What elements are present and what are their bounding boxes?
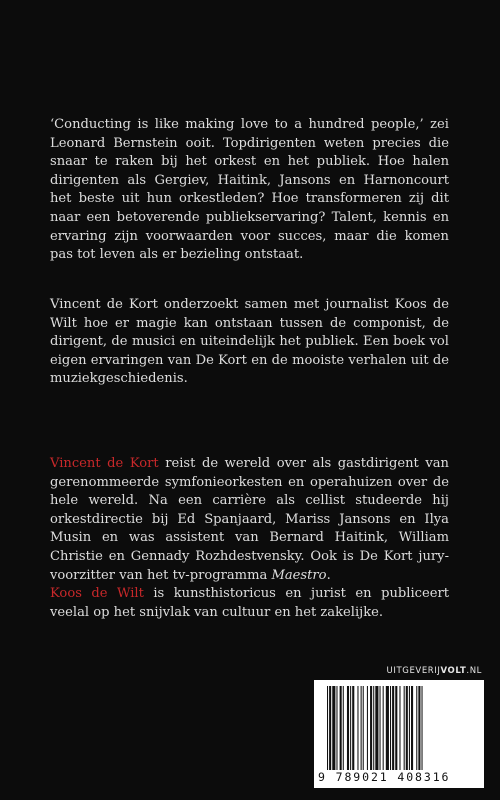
barcode-bar — [347, 686, 349, 770]
barcode-bar — [380, 686, 381, 770]
author-bio-vincent — [50, 455, 449, 585]
barcode-bar — [390, 686, 391, 770]
barcode-bar — [367, 686, 368, 770]
barcode-bar — [373, 686, 374, 770]
barcode-bar — [404, 686, 405, 770]
barcode-bar — [406, 686, 408, 770]
blurb-paragraph-2: Vincent de Kort onderzoekt samen met journalist Koos de Wilt hoe er magie kan ontstaan tussen de componist, de dirigent, de musici en uiteindelijk het publiek. Een boek vol eigen ervaringen van De Kort en de mooiste verhalen uit de muziekgeschiedenis. — [50, 297, 449, 387]
barcode-bar — [327, 686, 328, 770]
barcode-bar — [361, 686, 362, 770]
barcode-bar — [411, 686, 413, 770]
author-bio — [50, 455, 449, 622]
tv-show-title: Maestro — [271, 567, 327, 583]
barcode-bar — [395, 686, 397, 770]
barcode-bar — [357, 686, 358, 770]
barcode-bar — [383, 686, 384, 770]
barcode-bar — [386, 686, 389, 770]
author-bio-text-end: . — [326, 567, 331, 583]
author-bio-text: is kunsthistoricus en jurist en publiceert veelal op het snijvlak van cultuur en het zakelijke. — [50, 586, 449, 620]
barcode-bar — [363, 686, 364, 770]
author-name-koos: Koos de Wilt — [50, 586, 144, 602]
barcode-bar — [409, 686, 410, 770]
author-bio-koos — [50, 585, 449, 622]
blurb-paragraph-1: ‘Conducting is like making love to a hundred people,’ zei Leonard Bernstein ooit. Topdirigenten weten precies die snaar te raken bij het orkest en het publiek. Hoe halen dirigenten als Gergiev, Haitink, Jansons en Harnoncourt het beste uit hun orkestleden? Hoe transformeren zij dit naar een betoverende publiekservaring? Talent, kennis en ervaring zijn voorwaarden voor succes, maar die komen pas tot leven als er bezieling ontstaat. — [50, 117, 449, 263]
barcode-area — [314, 666, 484, 790]
barcode-bar — [329, 686, 331, 770]
publisher-name: VOLT — [440, 666, 467, 676]
barcode-bar — [352, 686, 354, 770]
barcode — [314, 680, 484, 788]
barcode-bar — [416, 686, 417, 770]
publisher-suffix: .NL — [466, 666, 482, 676]
barcode-bar — [336, 686, 337, 770]
publisher-logo — [387, 666, 482, 676]
barcode-bar — [332, 686, 335, 770]
barcode-bar — [422, 686, 423, 770]
barcode-bar — [418, 686, 420, 770]
author-bio-text: reist de wereld over als gastdirigent van gerenommeerde symfonieorkesten en operahuizen over de hele wereld. Na een carrière als cellist studeerde hij orkestdirectie bij Ed Spanjaard, Mariss Jansons en Ilya Musin en was assistent van Bernard Haitink, William Christie en Gennady Rozhdestvensky. Ook is De Kort jury-voorzitter van het tv-programma — [50, 456, 449, 583]
author-name-vincent: Vincent de Kort — [50, 456, 159, 471]
publisher-prefix: UITGEVERIJ — [386, 666, 441, 676]
barcode-bar — [375, 686, 378, 770]
barcode-bar — [399, 686, 400, 770]
barcode-bar — [370, 686, 372, 770]
barcode-bar — [343, 686, 344, 770]
isbn-number: 9 789021 408316 — [318, 770, 451, 784]
barcode-bar — [340, 686, 342, 770]
barcode-bars — [326, 686, 476, 770]
barcode-bar — [392, 686, 394, 770]
barcode-bar — [350, 686, 351, 770]
